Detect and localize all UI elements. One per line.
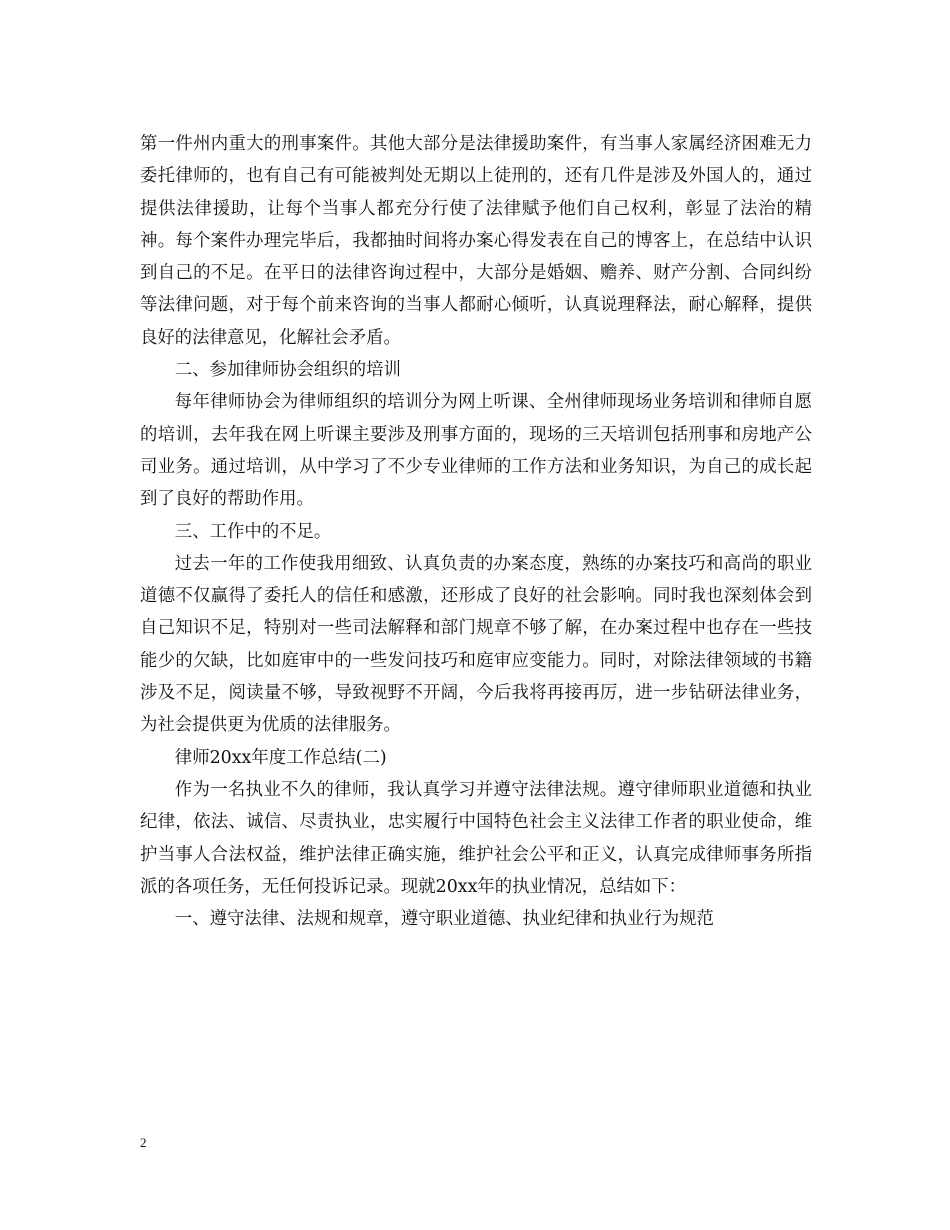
paragraph-continuation: 第一件州内重大的刑事案件。其他大部分是法律援助案件，有当事人家属经济困难无力委托律师的，也有自己有可能被判处无期以上徒刑的，还有几件是涉及外国人的，通过提供法律援助，让每个当事人都充分行使了法律赋予他们自己权利，彰显了法治的精神。每个案件办理完毕后，我都抽时间将办案心得发表在自己的博客上，在总结中认识到自己的不足。在平日的法律咨询过程中，大部分是婚姻、赡养、财产分割、合同纠纷等法律问题，对于每个前来咨询的当事人都耐心倾听，认真说理释法，耐心解释，提供良好的法律意见，化解社会矛盾。 [140,134,812,348]
paragraph-training: 每年律师协会为律师组织的培训分为网上听课、全州律师现场业务培训和律师自愿的培训，去年我在网上听课主要涉及刑事方面的，现场的三天培训包括刑事和房地产公司业务。通过培训，从中学习了不少专业律师的工作方法和业务知识，为自己的成长起到了良好的帮助作用。 [140,392,812,510]
document-subtitle: 律师20xx年度工作总结(二) [174,747,387,768]
page-number: 2 [140,1135,147,1150]
paragraph-shortcomings: 过去一年的工作使我用细致、认真负责的办案态度，熟练的办案技巧和高尚的职业道德不仅赢得了委托人的信任和感激，还形成了良好的社会影响。同时我也深刻体会到自己知识不足，特别对一些司法解释和部门规章不够了解，在办案过程中也存在一些技能少的欠缺，比如庭审中的一些发问技巧和庭审应变能力。同时，对除法律领域的书籍涉及不足，阅读量不够，导致视野不开阔，今后我将再接再厉，进一步钻研法律业务，为社会提供更为优质的法律服务。 [140,553,812,736]
section-heading-training: 二、参加律师协会组织的培训 [174,360,401,381]
document-body [140,128,812,935]
paragraph-introduction: 作为一名执业不久的律师，我认真学习并遵守法律法规。遵守律师职业道德和执业纪律，依法、诚信、尽责执业，忠实履行中国特色社会主义法律工作者的职业使命，维护当事人合法权益，维护法律正确实施，维护社会公平和正义，认真完成律师事务所指派的各项任务，无任何投诉记录。现就20xx年的执业情况，总结如下： [140,779,812,897]
section-heading-shortcomings: 三、工作中的不足。 [174,521,332,542]
section-heading-compliance: 一、遵守法律、法规和规章，遵守职业道德、执业纪律和执业行为规范 [174,909,714,930]
